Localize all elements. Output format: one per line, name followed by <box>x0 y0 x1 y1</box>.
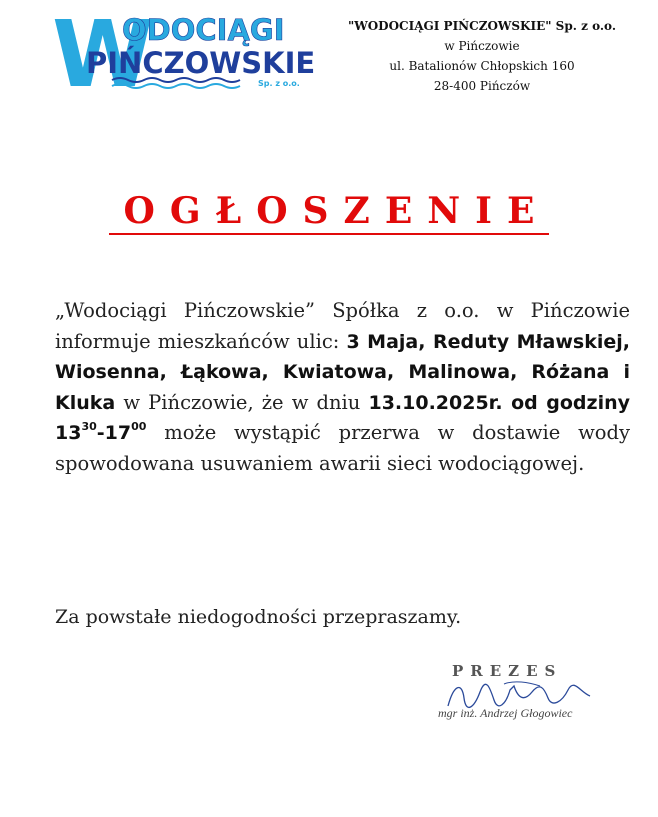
company-logo <box>52 10 314 100</box>
signature-name: mgr inż. Andrzej Głogowiec <box>438 706 573 720</box>
company-street: ul. Batalionów Chłopskich 160 <box>389 59 575 73</box>
signature-block <box>430 662 600 732</box>
time-end-minute: 00 <box>131 420 147 433</box>
company-city: w Pińczowie <box>444 39 520 53</box>
company-address-block <box>332 16 632 96</box>
logo-line1: ODOCIĄGI <box>122 13 285 47</box>
logo-line2: PIŃCZOWSKIE <box>86 46 314 80</box>
logo-suffix: Sp. z o.o. <box>258 79 300 88</box>
company-postcode: 28-400 Pińczów <box>433 79 531 93</box>
body-closing: może wystąpić przerwa w dostawie wody spowodowana usuwaniem awarii sieci wodociągowej. <box>55 421 630 475</box>
wodociagi-logo-graphic <box>52 10 314 100</box>
street-list: 3 Maja, Reduty Mławskiej, Wiosenna, Łąkowa, Kwiatowa, Malinowa, Różana i Kluka <box>55 330 630 414</box>
time-end-hour: 17 <box>104 422 132 444</box>
time-separator: - <box>96 422 105 444</box>
body-intro: „Wodociągi Pińczowskie” Spółka z o.o. w Pińczowie informuje mieszkańców ulic: <box>55 299 630 353</box>
apology-text: Za powstałe niedogodności przepraszamy. <box>55 606 462 628</box>
announcement-title: OGŁOSZENIE <box>109 190 550 235</box>
outage-time <box>55 422 146 444</box>
outage-date: 13.10.2025r. od godziny <box>368 391 630 414</box>
time-start-hour: 13 <box>55 422 82 444</box>
announcement-body <box>55 296 630 479</box>
signature-role: PREZES <box>452 662 563 680</box>
announcement-title-wrapper <box>0 190 658 235</box>
logo-big-letter: W <box>52 10 154 100</box>
company-name: "WODOCIĄGI PIŃCZOWSKIE" Sp. z o.o. <box>347 19 617 33</box>
time-start-minute: 30 <box>81 420 97 433</box>
body-location: w Pińczowie, że w dniu <box>115 390 369 414</box>
